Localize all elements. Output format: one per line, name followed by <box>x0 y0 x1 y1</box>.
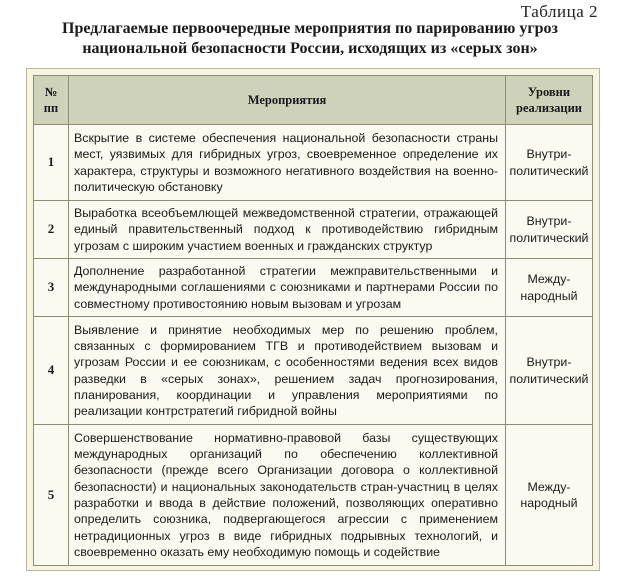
header-activities: Мероприятия <box>69 76 506 125</box>
table-row <box>34 201 593 259</box>
row-level-line-1: Между- <box>527 272 571 287</box>
row-level-line-2: политический <box>509 371 589 386</box>
measures-table <box>33 75 593 566</box>
table-title-line-1: Предлагаемые первоочередные мероприятия по парированию угроз <box>62 20 558 37</box>
table-row <box>34 317 593 425</box>
header-levels-line-2: реализации <box>516 101 582 115</box>
table-title <box>0 19 620 59</box>
row-level <box>506 259 593 317</box>
header-number-line-2: пп <box>43 101 59 115</box>
header-number-line-1: № <box>44 85 58 99</box>
row-activity-text: Выработка всеобъемлющей межведомственной стратегии, отражающей единый правительственный подход к противодействию гибридным угрозам с широким участием военных и гражданских структур <box>69 201 506 259</box>
table-row <box>34 425 593 566</box>
row-level-line-1: Внутри- <box>526 355 572 370</box>
row-level <box>506 317 593 425</box>
row-level <box>506 425 593 566</box>
row-level-line-2: народный <box>520 288 578 303</box>
row-number: 4 <box>34 317 69 425</box>
row-level-line-2: политический <box>509 163 589 178</box>
row-number: 5 <box>34 425 69 566</box>
row-activity-text: Дополнение разработанной стратегии межправительственными и международными соглашениями с союзниками и партнерами России по совместному противостоянию новым вызовам и угрозам <box>69 259 506 317</box>
table-header-row <box>34 76 593 125</box>
row-activity-text: Вскрытие в системе обеспечения национальной безопасности страны мест, уязвимых для гибридных угроз, своевременное определение их характера, структуры и возможного негативного воздействия на военно-политическую обстановку <box>69 125 506 201</box>
table-row <box>34 259 593 317</box>
row-number: 1 <box>34 125 69 201</box>
row-level-line-2: народный <box>520 496 578 510</box>
row-activity-text: Совершенствование нормативно-правовой базы существующих международных организаций по обеспечению коллективной безопасности (прежде всего Организации договора о коллективной безопасности) и национальных законодательств стран-участниц в целях разработки и ввода в действие положений, позволяющих оперативно определить союзника, подвергающегося агрессии с применением нетрадиционных угроз в виде гибридных подрывных технологий, и своевременно оказать ему необходимую помощь и содействие <box>69 425 506 566</box>
table-title-line-2: национальной безопасности России, исходящих из «серых зон» <box>82 40 538 57</box>
table-number-label: Таблица 2 <box>520 2 598 21</box>
row-number: 3 <box>34 259 69 317</box>
row-level-line-2: политический <box>509 230 589 245</box>
header-levels <box>506 76 593 125</box>
row-level <box>506 125 593 201</box>
table-frame <box>26 68 600 571</box>
header-levels-line-1: Уровни <box>527 85 571 99</box>
row-level <box>506 201 593 259</box>
row-activity-text: Выявление и принятие необходимых мер по решению проблем, связанных с формированием ТГВ и противодействием вызовам и угрозам России и ее союзникам, с особенностями ведения всех видов разведки в «серых зонах», решением задач прогнозирования, планирования, координации и управления мероприятиями по реализации контрстратегий гибридной войны <box>69 317 506 425</box>
header-number <box>34 76 69 125</box>
row-level-line-1: Между- <box>527 479 571 494</box>
row-level-line-1: Внутри- <box>526 214 572 229</box>
row-level-line-1: Внутри- <box>526 147 572 162</box>
row-number: 2 <box>34 201 69 259</box>
table-row <box>34 125 593 201</box>
